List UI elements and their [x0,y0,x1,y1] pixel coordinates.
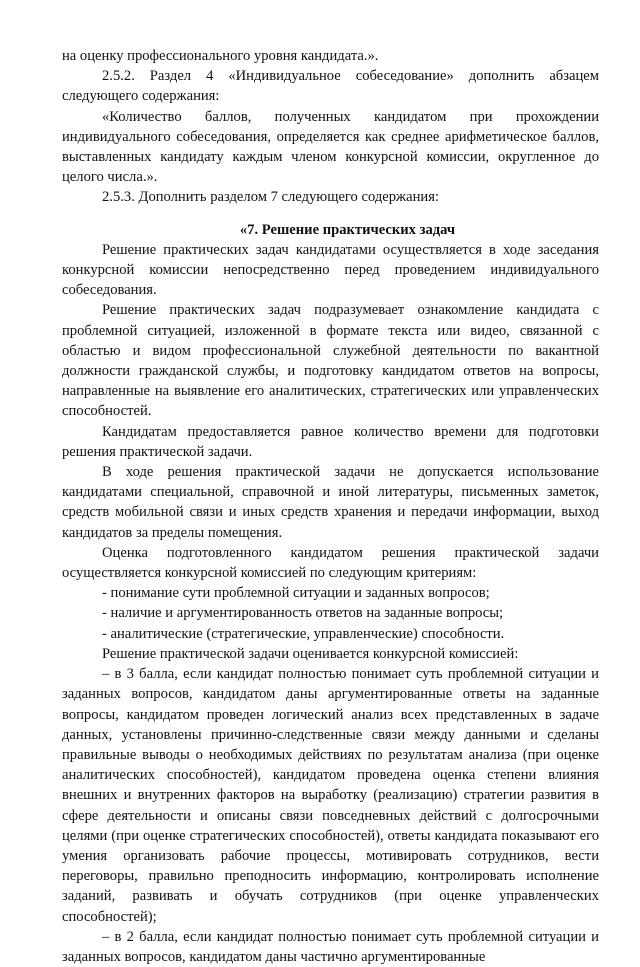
scoring-item-2-points: – в 2 балла, если кандидат полностью понимает суть проблемной ситуации и заданных вопросов, кандидатом даны частично аргументированные [62,928,599,965]
text-line-continuation: на оценку профессионального уровня кандидата.». [62,48,379,64]
paragraph-criteria-intro: Оценка подготовленного кандидатом решения практической задачи осуществляется конкурсной комиссией по следующим критериям: [62,544,599,582]
criteria-item-abilities: - аналитические (стратегические, управленческие) способности. [102,625,505,642]
scoring-item-3-points: – в 3 балла, если кандидат полностью понимает суть проблемной ситуации и заданных вопросов, кандидатом даны аргументированные ответы на заданные вопросы, кандидатом проведен логический анализ всех представленных в задаче данных, установлены причинно-следственные связи между данными и сделаны правильные выводы о необходимых действиях по результатам анализа (при оценке аналитических способностей), кандидатом проведена оценка степени влияния внешних и внутренних факторов на выработку (реализацию) стратегии развития в сфере деятельности и описаны связи повседневных действий с долгосрочными целями (при оценке стратегических способностей), ответы кандидата показывают его умения организовать рабочие процессы, мотивировать сотрудников, вести переговоры, правильно преподносить информацию, контролировать исполнение заданий, развивать и обучать сотрудников (при оценке управленческих способностей); [62,666,599,925]
paragraph-2-5-3: 2.5.3. Дополнить разделом 7 следующего содержания: [102,189,439,206]
criteria-item-understanding: - понимание сути проблемной ситуации и заданных вопросов; [102,585,490,602]
paragraph-2-5-2: 2.5.2. Раздел 4 «Индивидуальное собеседование» дополнить абзацем следующего содержания: [62,68,599,105]
section-heading: «7. Решение практических задач [239,221,456,238]
paragraph-scoring-intro: Решение практической задачи оценивается конкурсной комиссией: [102,645,519,662]
criteria-item-arguments: - наличие и аргументированность ответов на заданные вопросы; [102,605,504,622]
paragraph-quote-scores: «Количество баллов, полученных кандидатом при прохождении индивидуального собеседования, определяется как среднее арифметическое баллов, выставленных кандидату каждым членом конкурсной комиссии, округленное до целого числа.». [62,108,599,186]
paragraph-solution-timing: Решение практических задач кандидатами осуществляется в ходе заседания конкурсной комиссии непосредственно перед проведением индивидуального собеседования. [62,241,599,299]
paragraph-restrictions: В ходе решения практической задачи не допускается использование кандидатами специальной, справочной и иной литературы, письменных заметок, средств мобильной связи и иных средств хранения и передачи информации, выход кандидатов за пределы помещения. [62,464,599,541]
paragraph-solution-description: Решение практических задач подразумевает ознакомление кандидата с проблемной ситуацией, изложенной в формате текста или видео, связанной с областью и видом профессиональной служебной деятельности по вакантной должности гражданской службы, и подготовку кандидатом ответов на вопросы, направленные на выявление его аналитических, стратегических или управленческих способностей. [62,302,599,420]
paragraph-equal-time: Кандидатам предоставляется равное количество времени для подготовки решения практической задачи. [62,423,599,460]
